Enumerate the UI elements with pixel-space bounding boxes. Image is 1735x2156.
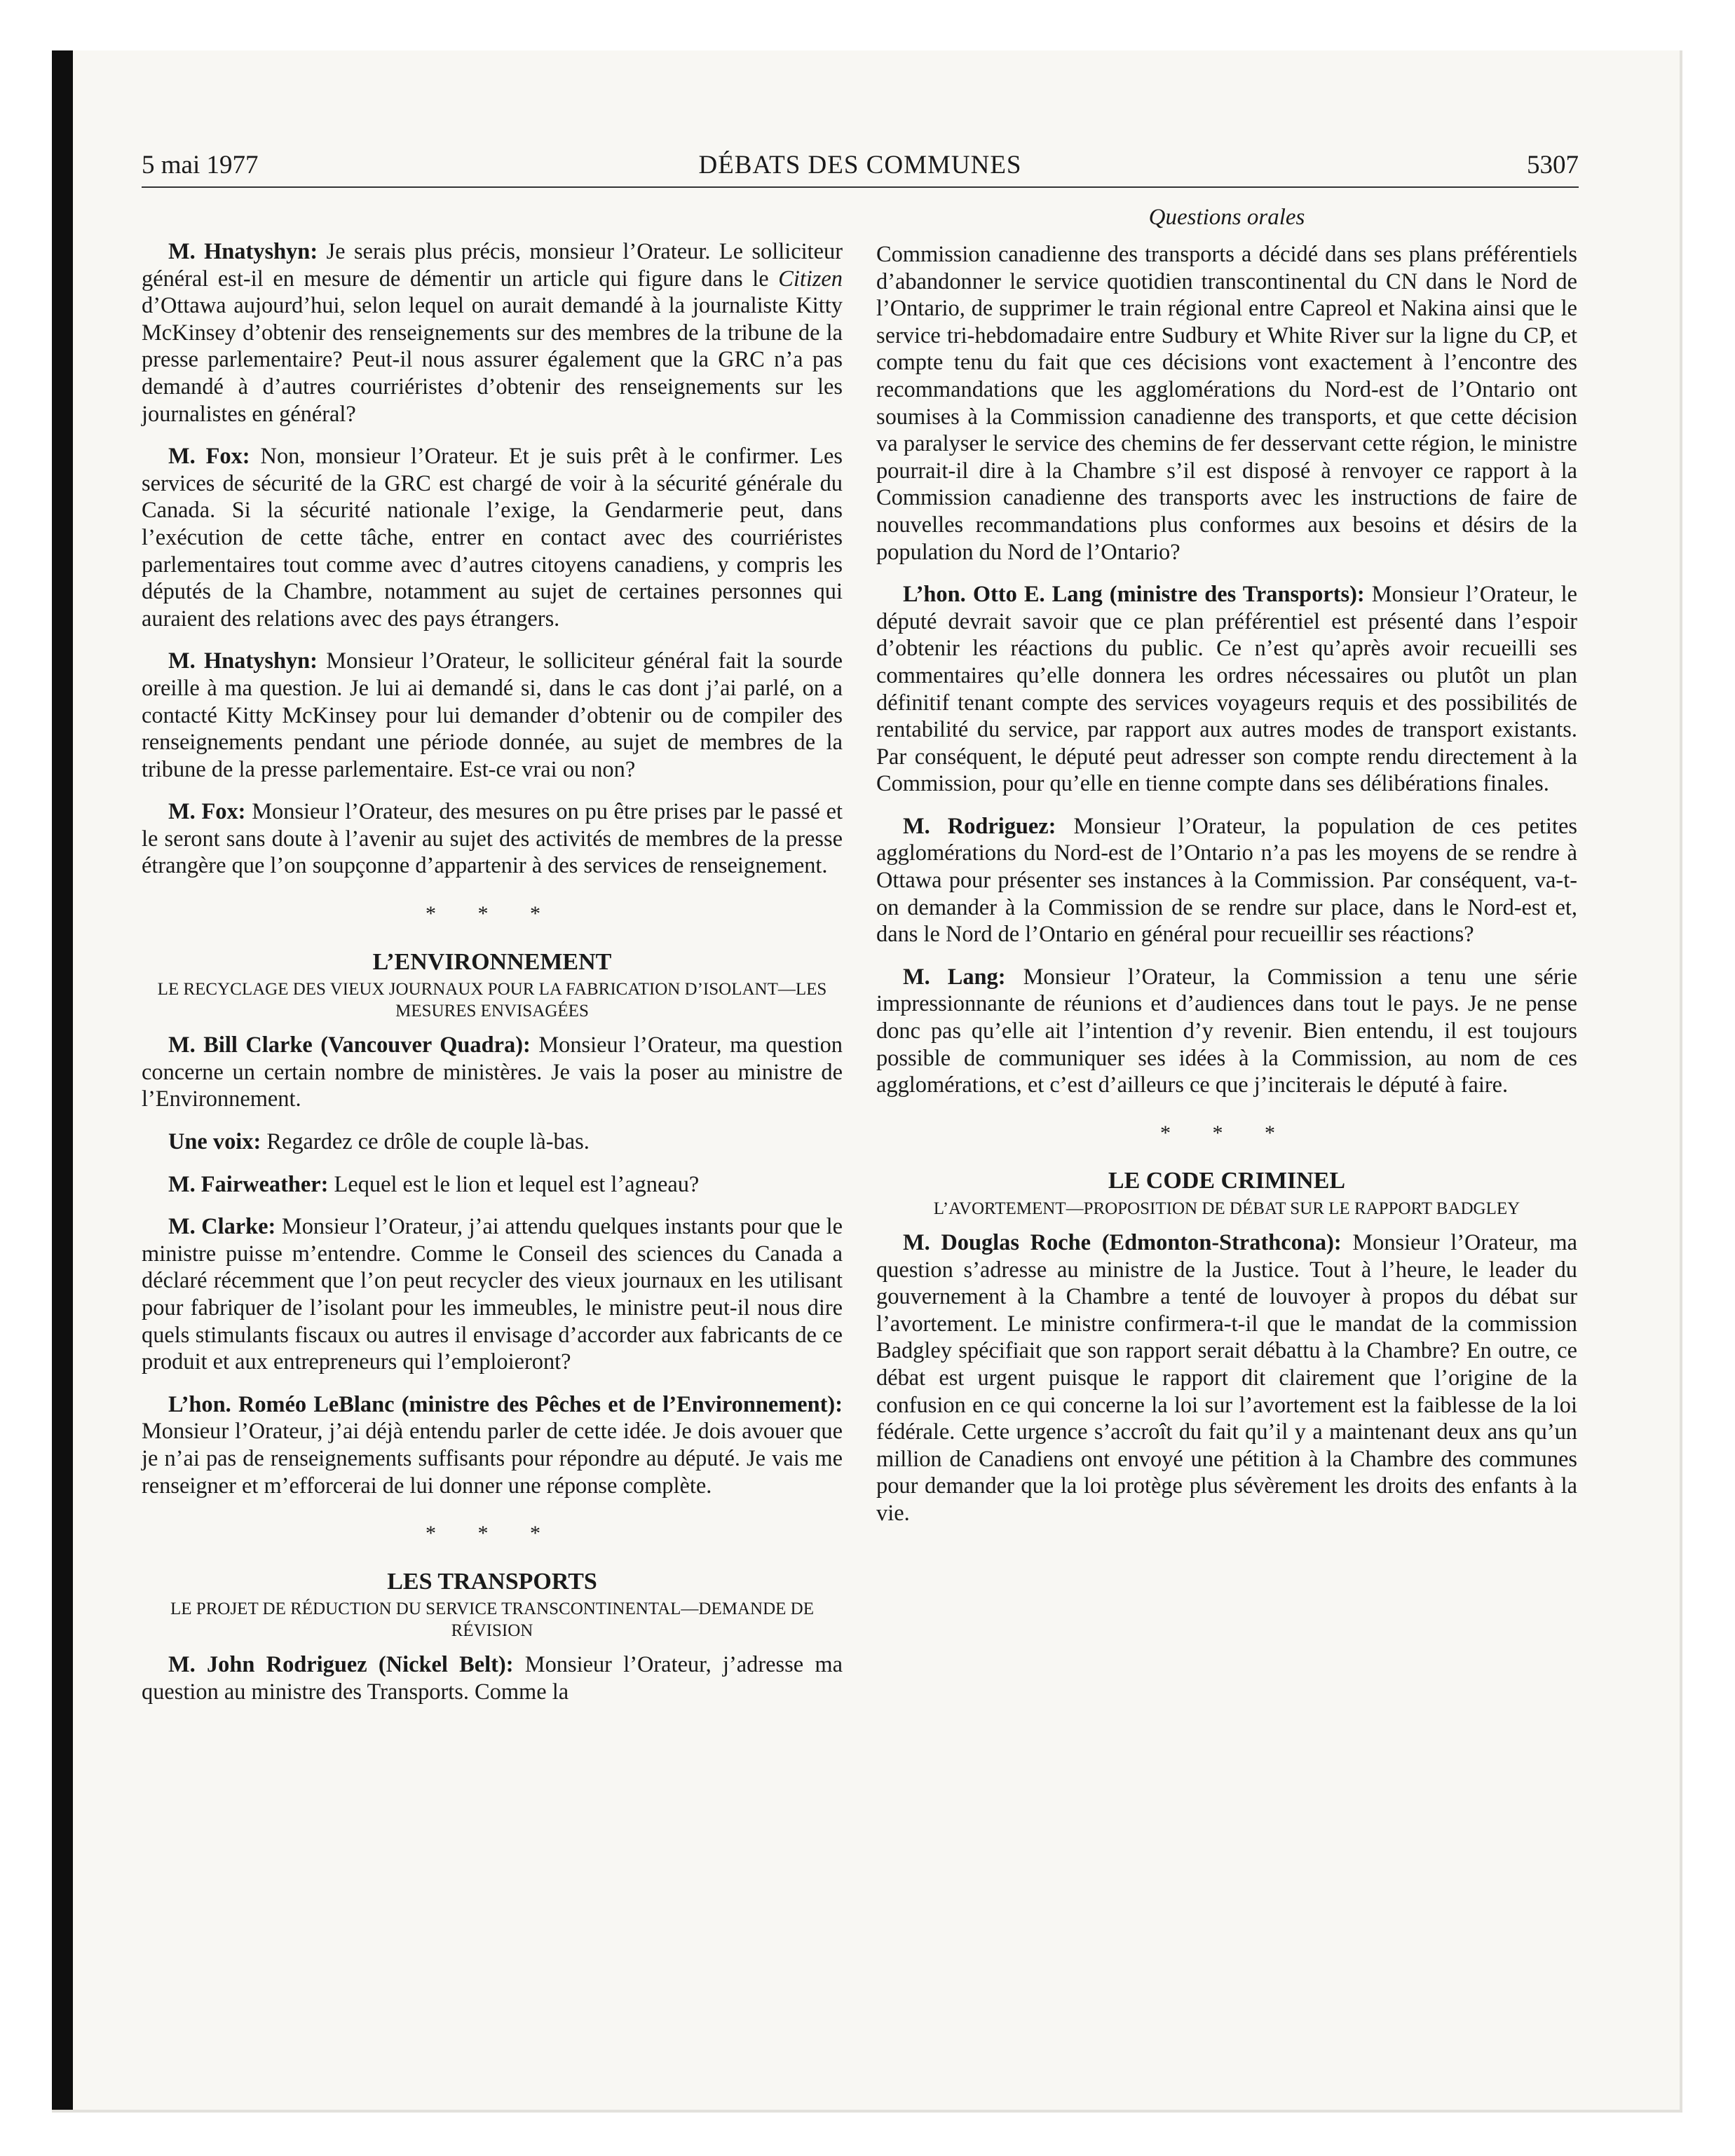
paragraph: M. Fairweather: Lequel est le lion et lequel est l’agneau? [168, 1171, 700, 1197]
page-number: 5307 [1527, 151, 1579, 179]
publication-name: Citizen [778, 266, 843, 292]
speaker: M. John Rodriguez (Nickel Belt): [168, 1652, 514, 1678]
right-column [876, 241, 1577, 1543]
speaker: M. Fox: [168, 799, 246, 825]
paragraph: M. John Rodriguez (Nickel Belt): Monsieur l’Orateur, j’adresse ma question au ministre des Transports. Comme la [142, 1652, 843, 1705]
speaker: M. Hnatyshyn: [168, 648, 318, 674]
speaker: M. Lang: [903, 964, 1006, 990]
paragraph: M. Rodriguez: Monsieur l’Orateur, la population de ces petites agglomérations du Nord-est de l’Ontario n’a pas les moyens de se rendre à Ottawa pour présenter ses instances à la Commission. Par conséquent, va-t-on demander à la Commission de se rendre sur place, dans le Nord-est et, dans le Nord de l’Ontario en général pour recueillir ses réactions? [876, 813, 1577, 948]
speaker: M. Fox: [168, 444, 250, 470]
binding-edge [52, 50, 73, 2110]
section-subheading: LE PROJET DE RÉDUCTION DU SERVICE TRANSCONTINENTAL—DEMANDE DE RÉVISION [170, 1599, 814, 1641]
section-subheading: LE RECYCLAGE DES VIEUX JOURNAUX POUR LA FABRICATION D’ISOLANT—LES MESURES ENVISAGÉES [157, 980, 827, 1021]
publication-title: DÉBATS DES COMMUNES [698, 151, 1022, 179]
paragraph: M. Hnatyshyn: Je serais plus précis, monsieur l’Orateur. Le solliciteur général est-il en mesure de démentir un article qui figure dans le Citizen d’Ottawa aujourd’hui, selon lequel on aurait demandé à la journaliste Kitty McKinsey d’obtenir des renseignements sur des membres de la tribune de la presse parlementaire? Peut-il nous assurer également que la GRC n’a pas demandé à d’autres courriéristes d’obtenir des renseignements sur les journalistes en général? [142, 239, 843, 427]
paragraph: M. Bill Clarke (Vancouver Quadra): Monsieur l’Orateur, ma question concerne un certain nombre de ministères. Je vais la poser au ministre de l’Environnement. [142, 1032, 843, 1112]
speaker: M. Bill Clarke (Vancouver Quadra): [168, 1032, 531, 1058]
running-header [142, 150, 1579, 188]
speaker: M. Hnatyshyn: [168, 239, 318, 264]
section-separator: * * * [1160, 1121, 1293, 1145]
paragraph: L’hon. Otto E. Lang (ministre des Transports): Monsieur l’Orateur, le député devrait savoir que ce plan préférentiel est présenté dans l’espoir d’obtenir les réactions du public. Ce n’est qu’après avoir recueilli ses commentaires qu’elle donnera les ordres nécessaires ou plutôt un plan définitif tenant compte des services voyageurs requis et des possibilités de rentabilité du service, par rapport aux autres modes de transport existants. Par conséquent, le député peut adresser son compte rendu directement à la Commission, pour qu’elle en tienne compte dans ses délibérations finales. [876, 582, 1577, 797]
section-separator: * * * [426, 1522, 559, 1546]
speaker: M. Douglas Roche (Edmonton-Strathcona): [903, 1230, 1342, 1255]
paragraph: Commission canadienne des transports a décidé dans ses plans préférentiels d’abandonner le service quotidien transcontinental du CN dans le Nord de l’Ontario, de supprimer le train régional entre Capreol et Nakina ainsi que le service tri-hebdomadaire entre Sudbury et White River sur la ligne du CP, et compte tenu du fait que ces décisions vont exactement à l’encontre des recommandations que les agglomérations du Nord-est de l’Ontario ont soumises à la Commission canadienne des transports, et que cette décision va paralyser le service des chemins de fer desservant cette région, le ministre pourrait-il dire à la Chambre s’il est disposé à renvoyer ce rapport à la Commission canadienne des transports avec les instructions de faire de nouvelles recommandations plus conformes aux besoins et désirs de la population du Nord de l’Ontario? [876, 242, 1577, 565]
left-column [142, 238, 843, 1721]
paragraph: M. Fox: Non, monsieur l’Orateur. Et je suis prêt à le confirmer. Les services de sécurité de la GRC est chargé de voir à la sécurité générale du Canada. Si la sécurité nationale l’exige, la Gendarmerie peut, dans l’exécution de cette tâche, entrer en contact avec des courriéristes parlementaires tout comme avec d’autres citoyens canadiens, y compris les députés de la Chambre, notamment au sujet de certaines personnes qui auraient des relations avec des pays étrangers. [142, 444, 843, 632]
section-heading: LES TRANSPORTS [387, 1568, 597, 1595]
paragraph: L’hon. Roméo LeBlanc (ministre des Pêches et de l’Environnement): Monsieur l’Orateur, j’ai déjà entendu parler de cette idée. Je dois avouer que je n’ai pas de renseignements suffisants pour répondre au député. Je vais me renseigner et m’efforcerai de lui donner une réponse complète. [142, 1391, 843, 1499]
section-label: Questions orales [1148, 205, 1305, 230]
section-heading: L’ENVIRONNEMENT [372, 948, 612, 975]
document-page [142, 0, 1579, 2156]
paragraph: M. Lang: Monsieur l’Orateur, la Commission a tenu une série impressionnante de réunions et d’audiences dans tout le pays. Je ne pense donc pas qu’elle ait l’intention d’y revenir. Bien entendu, il est toujours possible de communiquer ses idées à la Commission, au nom de ces agglomérations, et c’est d’ailleurs ce que j’inciterais le député à faire. [876, 964, 1577, 1098]
speaker: L’hon. Roméo LeBlanc (ministre des Pêches et de l’Environnement): [168, 1391, 843, 1417]
paragraph: M. Douglas Roche (Edmonton-Strathcona): Monsieur l’Orateur, ma question s’adresse au ministre de la Justice. Tout à l’heure, le leader du gouvernement à la Chambre a tenté de louvoyer à propos du débat sur l’avortement. Le ministre confirmera-t-il que le mandat de la commission Badgley spécifiait que son rapport serait débattu à la Chambre? En outre, ce débat est urgent puisque le rapport dit clairement que l’origine de la confusion en ce qui concerne la loi sur l’avortement est la faiblesse de la loi fédérale. Cette urgence s’accroît du fait qu’il y a maintenant deux ans qu’un million de Canadiens ont envoyé une pétition à la Chambre des communes pour demander que la loi protège plus sévèrement les droits des enfants à la vie. [876, 1230, 1577, 1526]
speaker: M. Clarke: [168, 1214, 276, 1240]
header-date: 5 mai 1977 [142, 151, 259, 179]
paragraph: M. Clarke: Monsieur l’Orateur, j’ai attendu quelques instants pour que le ministre puisse m’entendre. Comme le Conseil des sciences du Canada a déclaré récemment que l’on peut recycler des vieux journaux en les utilisant pour fabriquer de l’isolant pour les immeubles, le ministre peut-il nous dire quels stimulants fiscaux ou autres il envisage d’accorder aux fabricants de ce produit et aux entrepreneurs qui l’emploieront? [142, 1214, 843, 1375]
speaker: M. Rodriguez: [903, 813, 1056, 839]
speaker: L’hon. Otto E. Lang (ministre des Transports): [903, 582, 1365, 608]
section-heading: LE CODE CRIMINEL [1108, 1168, 1346, 1194]
section-subheading: L’AVORTEMENT—PROPOSITION DE DÉBAT SUR LE RAPPORT BADGLEY [933, 1199, 1520, 1218]
paragraph: M. Fox: Monsieur l’Orateur, des mesures on pu être prises par le passé et le seront sans doute à l’avenir au sujet des activités de membres de la presse étrangère que l’on soupçonne d’appartenir à des services de renseignement. [142, 799, 843, 879]
paragraph: Une voix: Regardez ce drôle de couple là-bas. [168, 1129, 590, 1155]
speaker: Une voix: [168, 1129, 261, 1155]
section-separator: * * * [426, 902, 559, 926]
paragraph: M. Hnatyshyn: Monsieur l’Orateur, le solliciteur général fait la sourde oreille à ma question. Je lui ai demandé si, dans le cas dont j’ai parlé, on a contacté Kitty McKinsey pour lui demander d’obtenir ou de compiler des renseignements pendant une période donnée, au sujet de membres de la tribune de la presse parlementaire. Est-ce vrai ou non? [142, 648, 843, 782]
speaker: M. Fairweather: [168, 1171, 329, 1197]
